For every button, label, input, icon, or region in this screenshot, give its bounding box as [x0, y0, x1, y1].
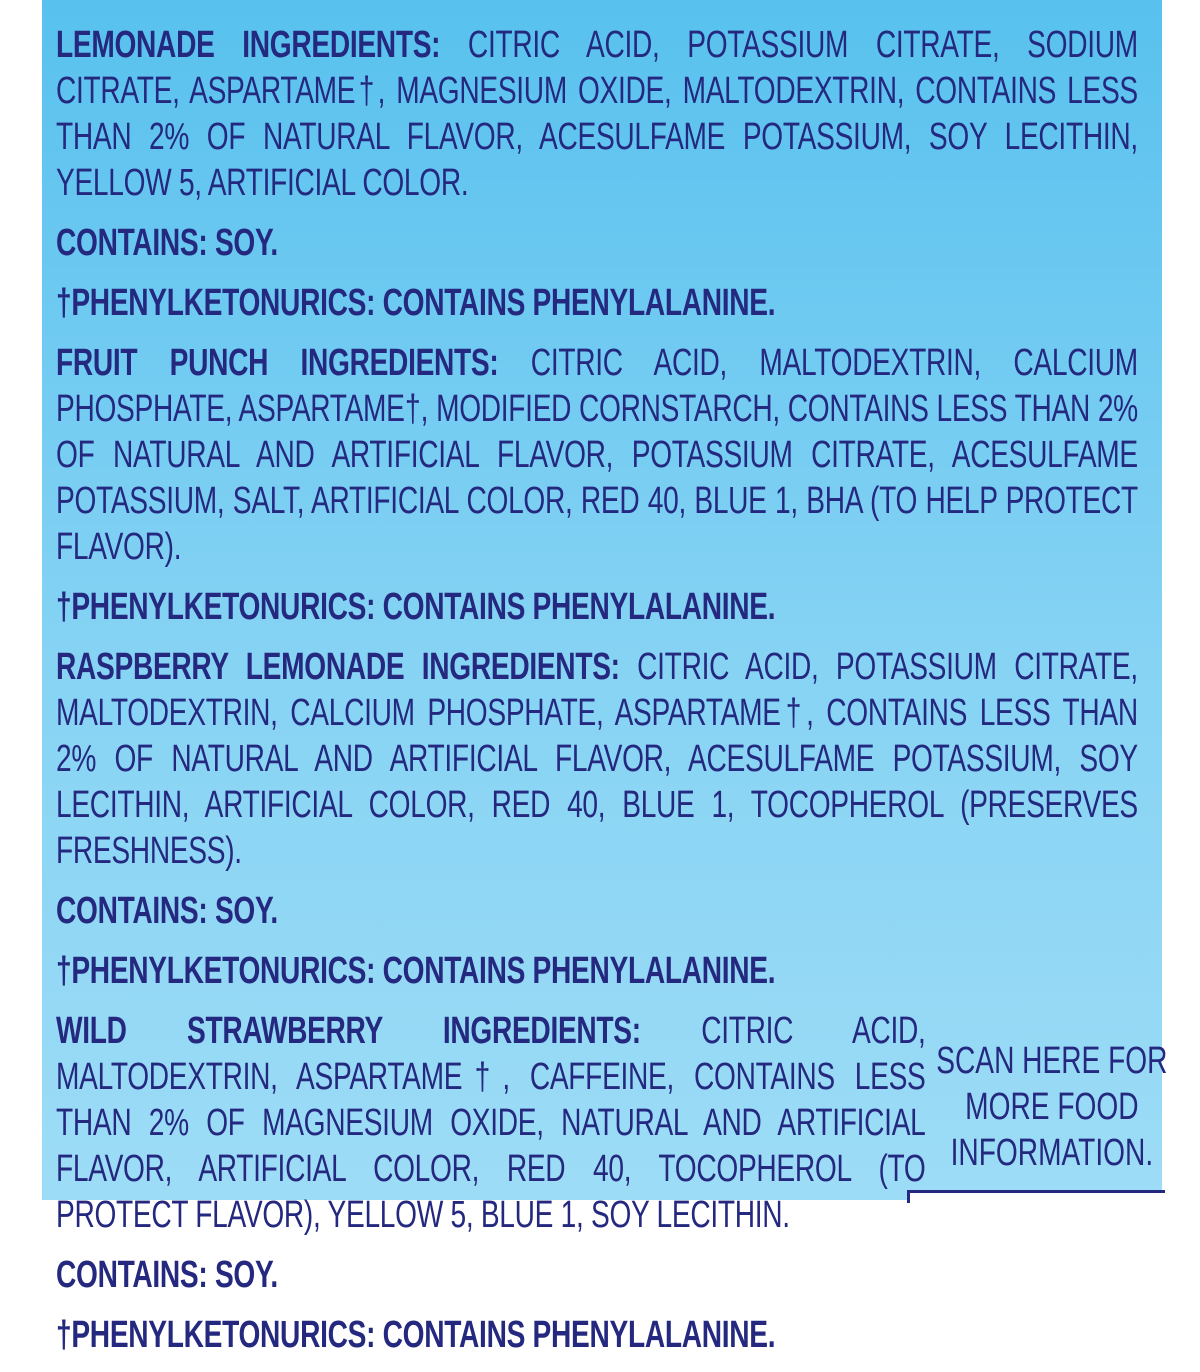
wild-strawberry-text: CITRIC ACID, MALTODEXTRIN, ASPARTAME†, CAFFEINE, CONTAINS LESS THAN 2% OF MAGNESIUM OXIDE, NATURAL AND ARTIFICIAL FLAVOR, ARTIFICIAL COLOR, RED 40, TOCOPHEROL (TO PROTECT FLAVOR), YELLOW 5, BLUE 1, SOY LECITHIN. [56, 1010, 926, 1236]
fruit-punch-pku-warning: †PHENYLKETONURICS: CONTAINS PHENYLALANINE. [56, 586, 776, 628]
wild-strawberry-pku-warning: †PHENYLKETONURICS: CONTAINS PHENYLALANINE. [56, 1314, 776, 1356]
scan-line-2: MORE FOOD [965, 1086, 1139, 1128]
ingredients-panel [42, 0, 1168, 1356]
scan-line-3: INFORMATION. [950, 1132, 1154, 1174]
scan-line-1: SCAN HERE FOR [936, 1040, 1168, 1082]
fruit-punch-ingredients [56, 340, 1138, 570]
scan-info-block [922, 1038, 1168, 1176]
wild-strawberry-label: WILD STRAWBERRY INGREDIENTS: [56, 1010, 641, 1052]
raspberry-lemonade-pku-warning: †PHENYLKETONURICS: CONTAINS PHENYLALANINE. [56, 950, 776, 992]
wild-strawberry-ingredients [56, 1008, 926, 1238]
raspberry-lemonade-ingredients [56, 644, 1138, 874]
fruit-punch-text: CITRIC ACID, MALTODEXTRIN, CALCIUM PHOSPHATE, ASPARTAME†, MODIFIED CORNSTARCH, CONTAINS LESS THAN 2% OF NATURAL AND ARTIFICIAL FLAVOR, POTASSIUM CITRATE, ACESULFAME POTASSIUM, SALT, ARTIFICIAL COLOR, RED 40, BLUE 1, BHA (TO HELP PROTECT FLAVOR). [56, 342, 1138, 568]
raspberry-lemonade-label: RASPBERRY LEMONADE INGREDIENTS: [56, 646, 620, 688]
fruit-punch-label: FRUIT PUNCH INGREDIENTS: [56, 342, 499, 384]
lemonade-text: CITRIC ACID, POTASSIUM CITRATE, SODIUM CITRATE, ASPARTAME†, MAGNESIUM OXIDE, MALTODEXTRIN, CONTAINS LESS THAN 2% OF NATURAL FLAVOR, ACESULFAME POTASSIUM, SOY LECITHIN, YELLOW 5, ARTIFICIAL COLOR. [56, 24, 1138, 204]
lemonade-ingredients [56, 22, 1138, 206]
raspberry-lemonade-text: CITRIC ACID, POTASSIUM CITRATE, MALTODEXTRIN, CALCIUM PHOSPHATE, ASPARTAME†, CONTAINS LESS THAN 2% OF NATURAL AND ARTIFICIAL FLAVOR, ACESULFAME POTASSIUM, SOY LECITHIN, ARTIFICIAL COLOR, RED 40, BLUE 1, TOCOPHEROL (PRESERVES FRESHNESS). [56, 646, 1138, 872]
raspberry-lemonade-contains: CONTAINS: SOY. [56, 890, 278, 932]
lemonade-label: LEMONADE INGREDIENTS: [56, 24, 441, 66]
lemonade-contains: CONTAINS: SOY. [56, 222, 278, 264]
wild-strawberry-contains: CONTAINS: SOY. [56, 1254, 278, 1296]
qr-code-edge [907, 1190, 1165, 1203]
lemonade-pku-warning: †PHENYLKETONURICS: CONTAINS PHENYLALANINE. [56, 282, 776, 324]
